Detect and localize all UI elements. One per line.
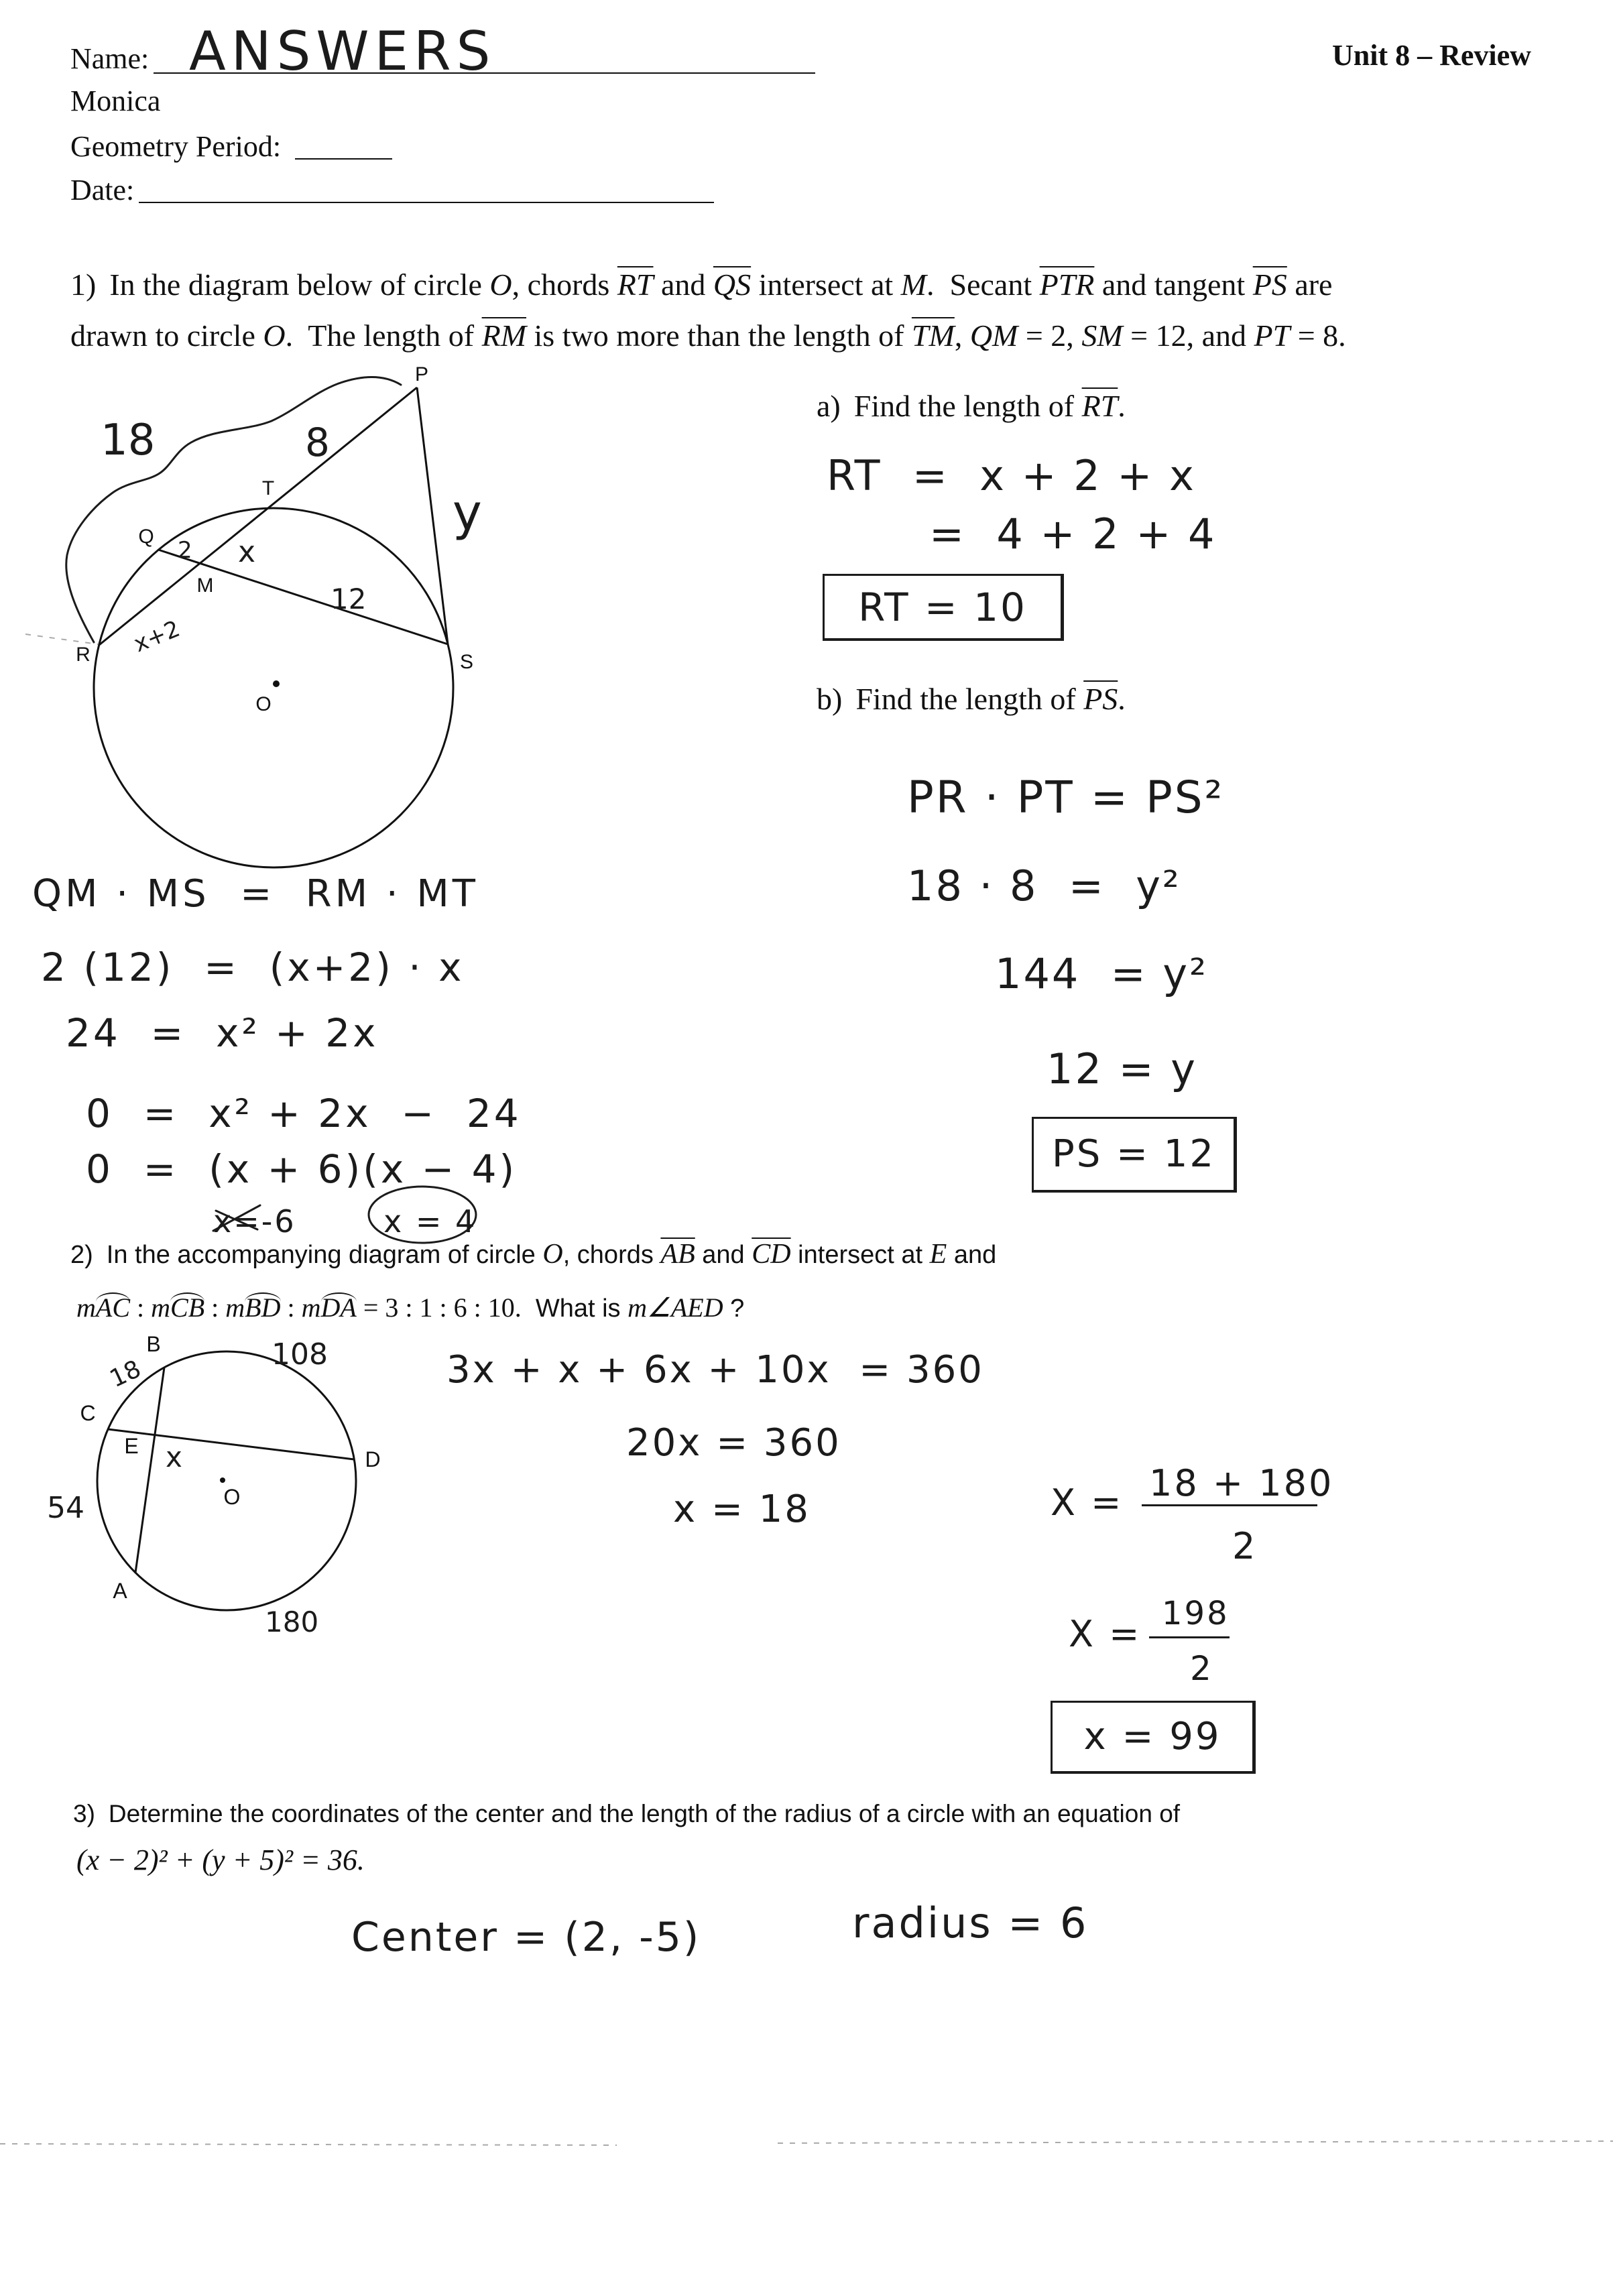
center-label-o-2: O bbox=[223, 1485, 241, 1509]
length-qm: QM bbox=[969, 318, 1018, 353]
annotation-pr-length: 18 bbox=[101, 416, 156, 465]
point-label-r: R bbox=[76, 644, 91, 666]
q1-work-line: 24 = x² + 2x bbox=[66, 1010, 379, 1056]
part-b-answer-box bbox=[1032, 1117, 1237, 1193]
rejected-root: x=-6 bbox=[213, 1203, 296, 1240]
q3-center-answer: Center = (2, -5) bbox=[351, 1914, 701, 1961]
part-b-work-line: 18 · 8 = y² bbox=[907, 861, 1181, 910]
q3-equation: (x − 2)² + (y + 5)² = 36. bbox=[76, 1844, 365, 1876]
angle-aed: m∠AED bbox=[628, 1292, 723, 1323]
question-number: 2) bbox=[70, 1241, 93, 1269]
ratio-separator: : bbox=[280, 1292, 302, 1323]
part-a-answer: RT = 10 bbox=[858, 584, 1027, 630]
annotation-rm-length: x+2 bbox=[129, 615, 184, 658]
q1-work-line: 0 = (x + 6)(x − 4) bbox=[86, 1146, 518, 1192]
point-label-d: D bbox=[365, 1447, 381, 1471]
q1-text: intersect at bbox=[751, 267, 901, 302]
circle-o-2 bbox=[97, 1351, 356, 1610]
circle-o bbox=[94, 508, 453, 867]
annotation-tm-length: x bbox=[238, 535, 256, 569]
q1-text: = 8. bbox=[1290, 318, 1346, 353]
q3-radius-answer: radius = 6 bbox=[852, 1898, 1089, 1947]
point-label-m: M bbox=[196, 575, 214, 597]
part-label: a) bbox=[817, 389, 841, 423]
segment-rt: $\overline{RT}$ bbox=[617, 267, 654, 302]
fraction2-lhs: X = bbox=[1069, 1613, 1142, 1655]
q1-solution: x = 4 bbox=[383, 1203, 477, 1240]
measure-m: m bbox=[225, 1292, 245, 1323]
part-b-answer: PS = 12 bbox=[1051, 1132, 1216, 1176]
point-label-t: T bbox=[261, 477, 275, 499]
segment-ps: $\overline{PS}$ bbox=[1252, 267, 1287, 302]
q1-text: , chords bbox=[512, 267, 617, 302]
annotation-arc-da: 180 bbox=[265, 1606, 319, 1638]
q2-question-text: What is bbox=[521, 1294, 628, 1323]
q2-text: and bbox=[947, 1241, 997, 1269]
scan-artifact-line-left bbox=[0, 2144, 617, 2145]
part-b-work-line: PR · PT = PS² bbox=[907, 772, 1225, 823]
q1-text: is two more than the length of bbox=[526, 318, 912, 353]
name-label: Name: bbox=[70, 42, 150, 75]
part-a-work-line: RT = x + 2 + x bbox=[827, 451, 1196, 500]
part-b-work-line: 144 = y² bbox=[995, 949, 1208, 998]
center-dot-2 bbox=[220, 1477, 225, 1483]
point-label-q: Q bbox=[138, 526, 154, 548]
q2-work-line: x = 18 bbox=[673, 1488, 811, 1531]
q2-prompt-line2 bbox=[76, 1294, 744, 1321]
q2-answer: x = 99 bbox=[1083, 1715, 1221, 1758]
point-label-c: C bbox=[80, 1401, 96, 1425]
q3-prompt bbox=[73, 1801, 1180, 1826]
fraction1-bar bbox=[1142, 1504, 1317, 1506]
q2-work-line: 3x + x + 6x + 10x = 360 bbox=[446, 1348, 984, 1392]
segment-rm: $\overline{RM}$ bbox=[481, 318, 527, 353]
period-label: Geometry Period: bbox=[70, 130, 282, 163]
annotation-pt-length: 8 bbox=[305, 420, 330, 465]
point-label-e: E bbox=[124, 1434, 139, 1458]
arc-ac: AC bbox=[95, 1292, 131, 1323]
q2-answer-box bbox=[1051, 1701, 1256, 1774]
question-number: 1) bbox=[70, 267, 97, 302]
fraction1-lhs: X = bbox=[1051, 1482, 1124, 1524]
arc-cb: CB bbox=[170, 1292, 205, 1323]
q2-text: In the accompanying diagram of circle bbox=[106, 1241, 543, 1269]
handwritten-brace-pr bbox=[66, 377, 401, 642]
arc-bd: BD bbox=[245, 1292, 281, 1323]
name-answer: ANSWERS bbox=[189, 20, 496, 82]
period-underline bbox=[295, 158, 392, 160]
chord-ab bbox=[135, 1368, 164, 1573]
point-label-p: P bbox=[414, 363, 429, 385]
part-a-answer-box bbox=[823, 574, 1064, 641]
segment-qs: $\overline{QS}$ bbox=[713, 267, 752, 302]
q2-question-mark: ? bbox=[723, 1294, 745, 1323]
part-b-text: Find the length of bbox=[855, 682, 1084, 716]
q1-text: . The length of bbox=[285, 318, 482, 353]
segment-ptr: $\overline{PTR}$ bbox=[1039, 267, 1095, 302]
arc-da: DA bbox=[320, 1292, 357, 1323]
q1-text: . Secant bbox=[926, 267, 1040, 302]
fraction2-numerator: 198 bbox=[1162, 1595, 1230, 1632]
q1-work-line: 0 = x² + 2x − 24 bbox=[86, 1091, 522, 1136]
date-underline bbox=[139, 202, 714, 203]
point-e: E bbox=[929, 1239, 947, 1270]
fraction1-numerator: 18 + 180 bbox=[1149, 1462, 1334, 1504]
q1-text: drawn to circle bbox=[70, 318, 263, 353]
ratio-value: = 3 : 1 : 6 : 10. bbox=[356, 1292, 522, 1323]
q1-prompt-line2 bbox=[70, 320, 1346, 351]
q2-work-line: 20x = 360 bbox=[626, 1421, 841, 1465]
q1-text: are bbox=[1287, 267, 1333, 302]
measure-m: m bbox=[76, 1292, 96, 1323]
segment-ps: $\overline{PS}$ bbox=[1083, 682, 1118, 716]
fraction2-denominator: 2 bbox=[1190, 1649, 1213, 1688]
segment-ab: $\overline{AB}$ bbox=[660, 1239, 695, 1270]
q2-text: , chords bbox=[562, 1241, 661, 1269]
point-m: M bbox=[900, 267, 927, 302]
part-label: b) bbox=[817, 682, 843, 716]
annotation-arc-bd: 108 bbox=[272, 1337, 328, 1372]
q1-text: In the diagram below of circle bbox=[109, 267, 490, 302]
q1-text: , bbox=[954, 318, 970, 353]
q1-text: and bbox=[653, 267, 713, 302]
q3-text: Determine the coordinates of the center and the length of the radius of a circle with an equation of bbox=[108, 1800, 1181, 1827]
q2-text: and bbox=[695, 1241, 752, 1269]
point-label-a: A bbox=[113, 1579, 127, 1603]
q1-text: and tangent bbox=[1094, 267, 1253, 302]
scan-artifact-line-right bbox=[778, 2141, 1613, 2143]
secant-ptr bbox=[99, 387, 417, 645]
student-name: Monica bbox=[70, 84, 161, 117]
q1-text: = 12, and bbox=[1122, 318, 1254, 353]
segment-tm: $\overline{TM}$ bbox=[911, 318, 955, 353]
chord-cd bbox=[108, 1429, 354, 1459]
scan-faint-line bbox=[25, 634, 98, 644]
ratio-separator: : bbox=[130, 1292, 152, 1323]
part-a-text: Find the length of bbox=[853, 389, 1082, 423]
part-a-period: . bbox=[1118, 389, 1126, 423]
ratio-separator: : bbox=[204, 1292, 226, 1323]
center-label-o: O bbox=[255, 693, 272, 715]
q1-prompt-line1 bbox=[70, 269, 1332, 300]
tangent-ps bbox=[417, 387, 448, 644]
annotation-angle-x: x bbox=[166, 1441, 182, 1473]
part-b-period: . bbox=[1118, 682, 1126, 716]
date-label: Date: bbox=[70, 174, 135, 206]
q1-text: = 2, bbox=[1018, 318, 1082, 353]
part-b-work-line: 12 = y bbox=[1047, 1044, 1197, 1093]
q2-text: intersect at bbox=[790, 1241, 930, 1269]
chord-qs bbox=[158, 550, 448, 644]
annotation-arc-cb: 18 bbox=[105, 1355, 145, 1394]
circle-name: O bbox=[489, 267, 512, 302]
point-label-s: S bbox=[459, 651, 474, 673]
q1-part-b-prompt bbox=[817, 684, 1126, 715]
q2-prompt-line1 bbox=[70, 1240, 996, 1268]
part-a-work-line: = 4 + 2 + 4 bbox=[929, 509, 1217, 558]
segment-cd: $\overline{CD}$ bbox=[752, 1239, 791, 1270]
fraction2-bar bbox=[1149, 1636, 1230, 1638]
annotation-qm-length: 2 bbox=[178, 537, 192, 564]
measure-m: m bbox=[301, 1292, 321, 1323]
circle-name: O bbox=[542, 1239, 563, 1270]
unit-title: Unit 8 – Review bbox=[1332, 39, 1531, 72]
q1-part-a-prompt bbox=[817, 391, 1126, 422]
q2-circle-diagram bbox=[47, 1332, 381, 1638]
annotation-arc-ac: 54 bbox=[47, 1491, 84, 1525]
circle-name: O bbox=[263, 318, 286, 353]
measure-m: m bbox=[151, 1292, 171, 1323]
length-sm: SM bbox=[1081, 318, 1123, 353]
q1-work-line: 2 (12) = (x+2) · x bbox=[41, 945, 465, 990]
segment-rt: $\overline{RT}$ bbox=[1081, 389, 1118, 423]
q1-work-line: QM · MS = RM · MT bbox=[32, 872, 479, 916]
annotation-ps-length: y bbox=[453, 484, 482, 542]
fraction1-denominator: 2 bbox=[1232, 1525, 1258, 1567]
question-number: 3) bbox=[73, 1800, 95, 1827]
annotation-sm-length: 12 bbox=[331, 583, 367, 615]
center-dot bbox=[273, 680, 280, 687]
point-label-b: B bbox=[146, 1332, 161, 1356]
length-pt: PT bbox=[1254, 318, 1291, 353]
